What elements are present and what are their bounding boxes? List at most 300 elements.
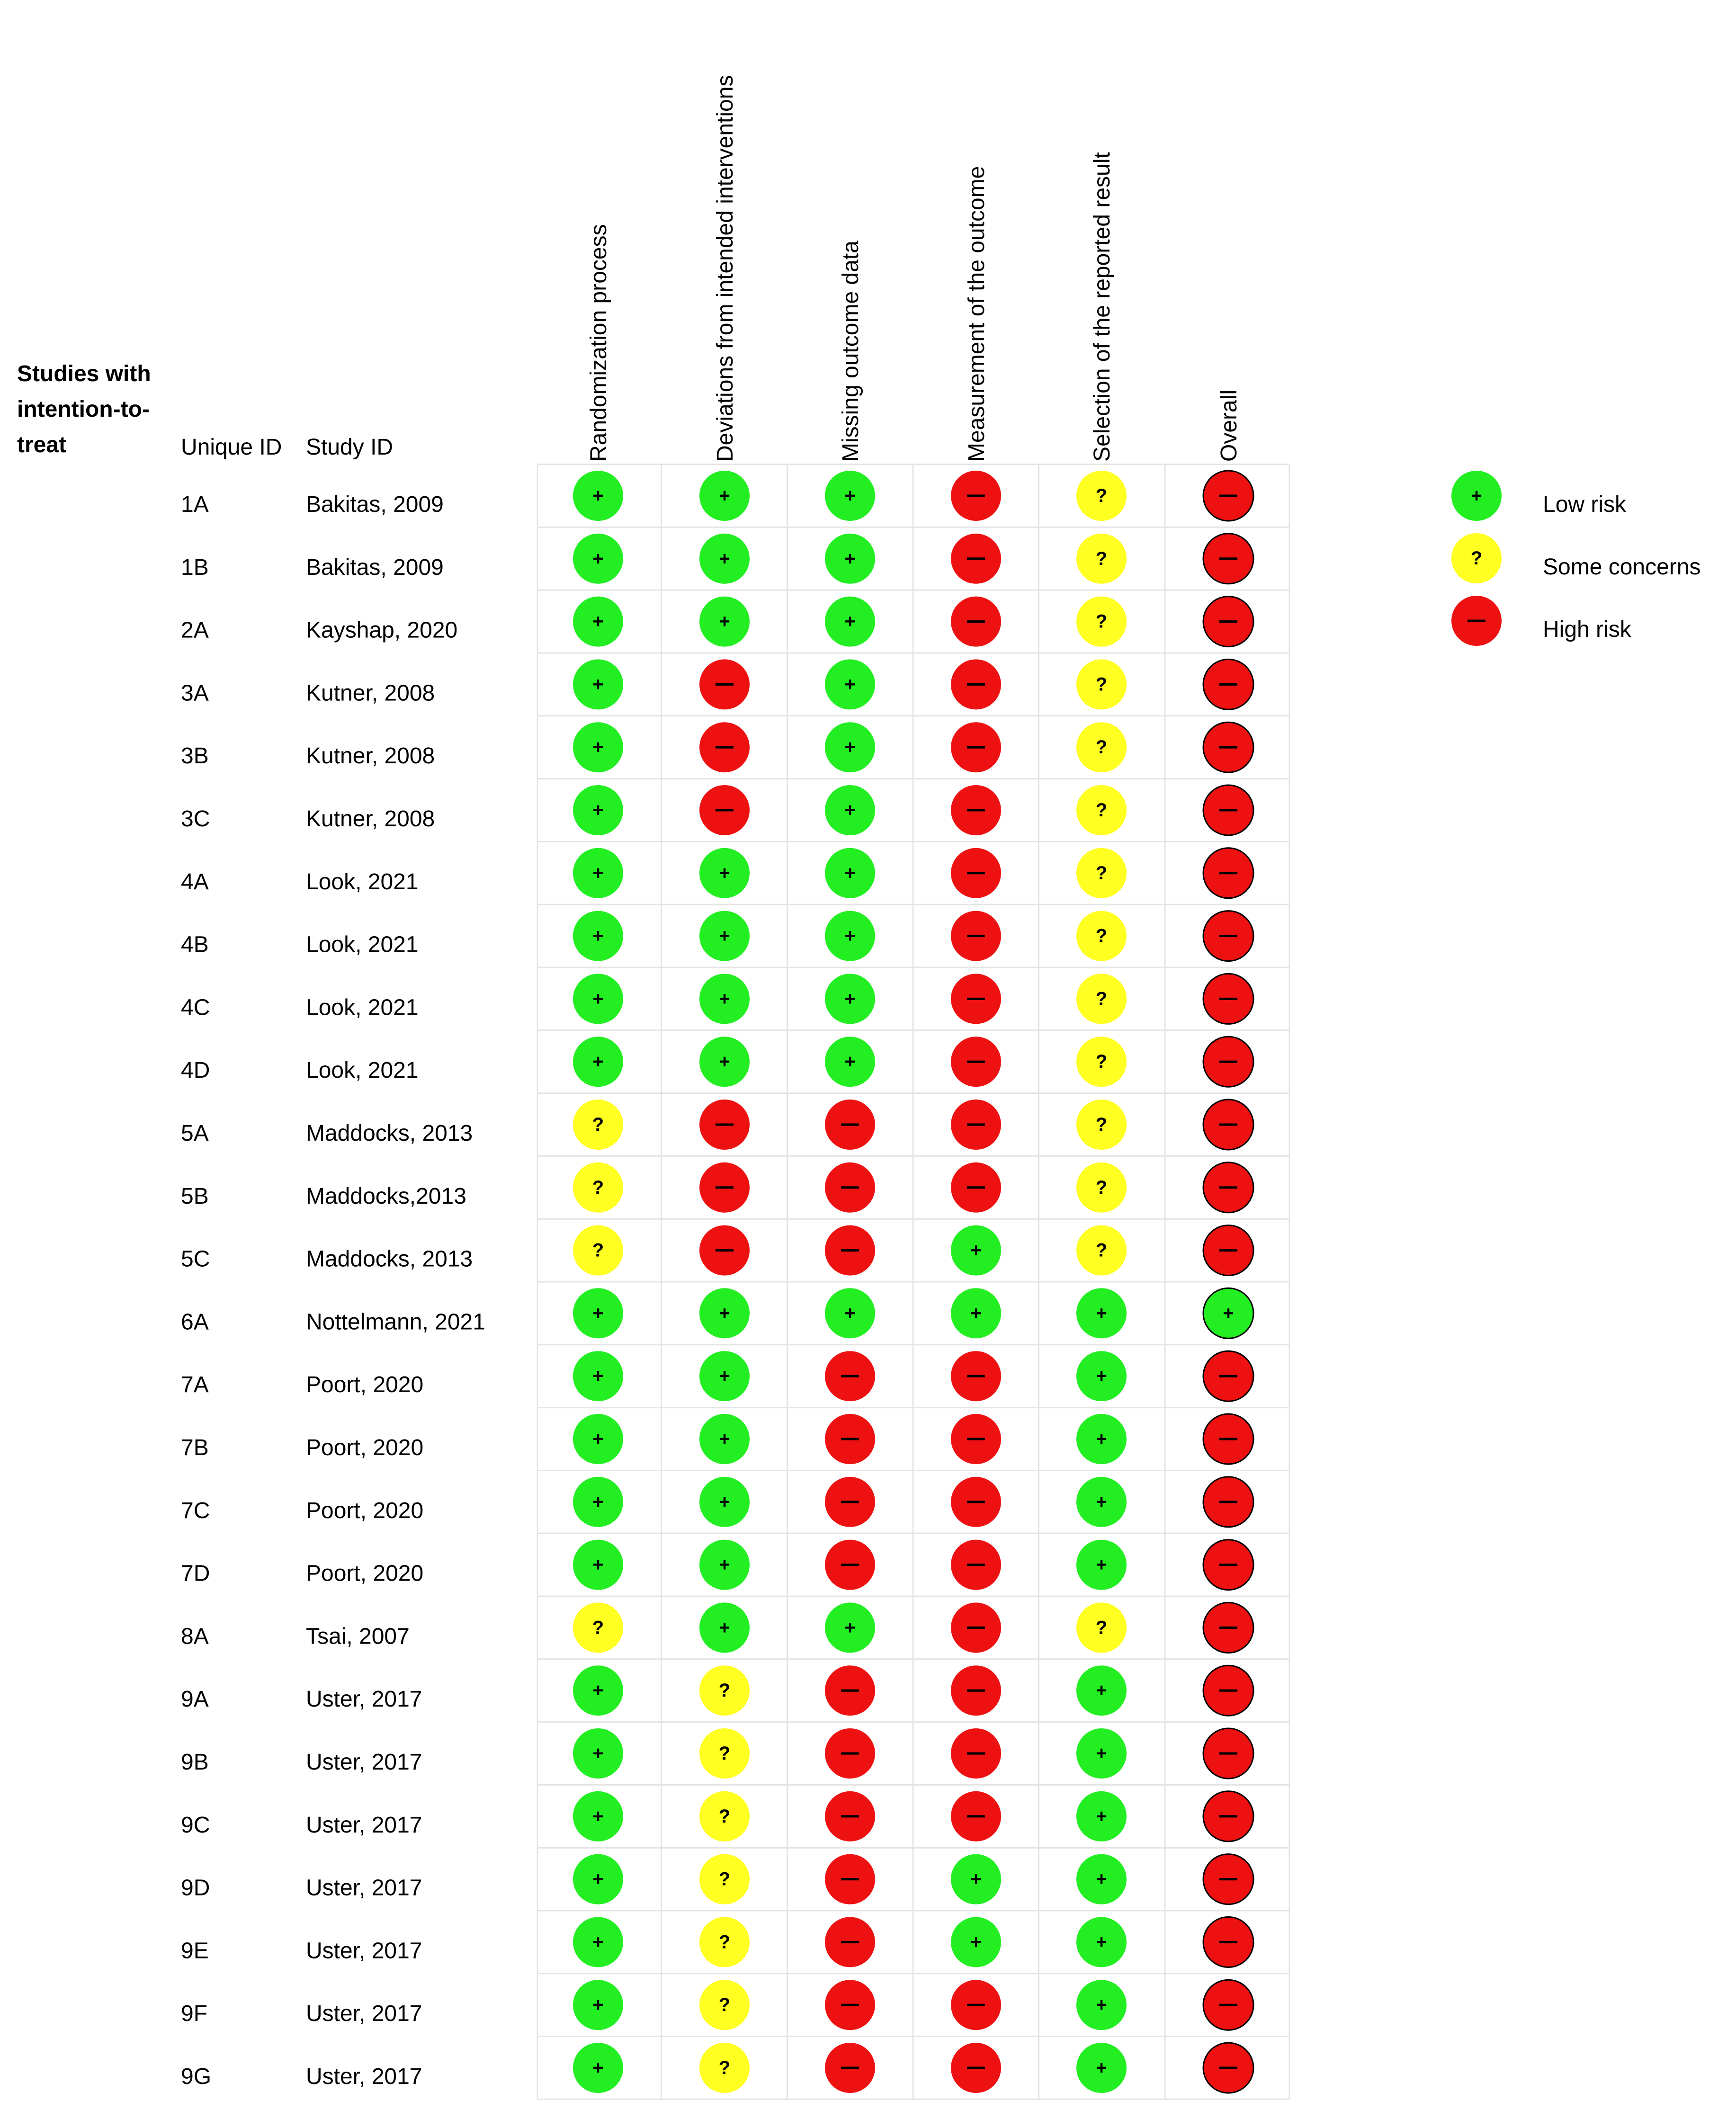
domain-judgement-marker — [1076, 911, 1127, 961]
domain-judgement-marker — [825, 1917, 875, 1967]
domain-judgement-marker — [573, 597, 623, 647]
legend — [1451, 471, 1701, 646]
study-id: Tsai, 2007 — [306, 1624, 410, 1649]
svg-text:+: + — [844, 674, 856, 695]
svg-text:+: + — [1096, 1429, 1107, 1449]
domain-judgement-marker — [573, 1791, 623, 1842]
domain-judgement-marker — [825, 1791, 875, 1842]
svg-text:+: + — [844, 988, 856, 1010]
svg-text:?: ? — [1095, 1177, 1108, 1198]
svg-text:?: ? — [1095, 925, 1108, 947]
domain-judgement-marker — [1076, 974, 1127, 1024]
domain-judgement-marker — [699, 1980, 750, 2030]
domain-judgement-marker — [951, 1162, 1001, 1213]
domain-judgement-marker — [825, 1162, 875, 1213]
domain-judgement-marker — [573, 1037, 623, 1087]
study-id: Poort, 2020 — [306, 1561, 424, 1586]
svg-text:?: ? — [1095, 988, 1108, 1010]
domain-judgement-marker — [1076, 1162, 1127, 1213]
svg-text:+: + — [719, 925, 730, 947]
domain-judgement-marker — [951, 2043, 1001, 2093]
svg-text:+: + — [592, 611, 604, 632]
domain-header-5: Selection of the reported result — [1090, 152, 1115, 462]
overall-judgement-marker — [1203, 659, 1253, 709]
domain-judgement-marker — [1076, 1917, 1127, 1967]
section-label-line-1: Studies with — [17, 361, 151, 386]
domain-judgement-marker — [1076, 1854, 1127, 1904]
domain-judgement-marker — [825, 597, 875, 647]
unique-id: 9A — [181, 1687, 209, 1712]
study-id: Bakitas, 2009 — [306, 554, 444, 580]
svg-text:?: ? — [1095, 1051, 1108, 1073]
domain-judgement-marker — [699, 1225, 750, 1276]
domain-judgement-marker — [573, 1602, 623, 1653]
overall-judgement-marker — [1203, 1854, 1253, 1904]
study-row — [181, 1351, 1253, 1401]
study-row — [181, 1225, 1253, 1276]
domain-judgement-marker — [825, 1225, 875, 1276]
overall-judgement-marker — [1203, 1540, 1253, 1590]
overall-judgement-marker — [1203, 1351, 1253, 1401]
domain-judgement-marker — [825, 1728, 875, 1779]
svg-text:+: + — [844, 1051, 856, 1073]
overall-judgement-marker — [1203, 1917, 1253, 1967]
study-id: Poort, 2020 — [306, 1372, 424, 1398]
svg-text:+: + — [592, 485, 604, 506]
section-label-line-2: intention-to- — [17, 397, 150, 422]
domain-judgement-marker — [1076, 785, 1127, 835]
svg-text:+: + — [592, 925, 604, 947]
domain-judgement-marker — [825, 1854, 875, 1904]
svg-text:+: + — [592, 1554, 604, 1575]
unique-id: 5C — [181, 1246, 210, 1272]
domain-judgement-marker — [1076, 1728, 1127, 1779]
svg-text:+: + — [970, 1303, 982, 1324]
study-row — [181, 1980, 1253, 2030]
domain-judgement-marker — [699, 1477, 750, 1527]
study-id: Uster, 2017 — [306, 1938, 422, 1964]
unique-id: 3B — [181, 743, 209, 769]
domain-judgement-marker — [573, 1540, 623, 1590]
svg-text:?: ? — [592, 1114, 604, 1135]
svg-text:?: ? — [718, 1743, 731, 1764]
domain-judgement-marker — [825, 1665, 875, 1716]
svg-text:+: + — [592, 800, 604, 821]
domain-judgement-marker — [1076, 848, 1127, 898]
domain-judgement-marker — [825, 911, 875, 961]
study-id: Kutner, 2008 — [306, 680, 435, 706]
unique-id: 8A — [181, 1624, 209, 1649]
domain-judgement-marker — [699, 1351, 750, 1401]
overall-judgement-marker — [1203, 722, 1253, 772]
svg-text:+: + — [1096, 1994, 1107, 2016]
domain-judgement-marker — [699, 1665, 750, 1716]
domain-judgement-marker — [1076, 659, 1127, 709]
svg-text:+: + — [719, 485, 730, 506]
domain-judgement-marker — [573, 1100, 623, 1150]
domain-judgement-marker — [699, 974, 750, 1024]
domain-header-2: Deviations from intended interventions — [713, 75, 738, 462]
legend-item — [1451, 471, 1627, 521]
domain-judgement-marker — [699, 1037, 750, 1087]
domain-judgement-marker — [951, 597, 1001, 647]
domain-judgement-marker — [951, 1728, 1001, 1779]
svg-text:?: ? — [1470, 548, 1483, 569]
study-id: Look, 2021 — [306, 869, 419, 894]
domain-judgement-marker — [1076, 1540, 1127, 1590]
domain-judgement-marker — [951, 1037, 1001, 1087]
svg-text:+: + — [592, 1429, 604, 1449]
svg-text:+: + — [592, 862, 604, 884]
unique-id: 7D — [181, 1561, 210, 1586]
domain-judgement-marker — [1076, 1351, 1127, 1401]
unique-id: 4A — [181, 869, 209, 894]
study-row — [181, 974, 1253, 1024]
study-id: Nottelmann, 2021 — [306, 1309, 485, 1335]
study-row — [181, 1602, 1253, 1653]
domain-judgement-marker — [573, 2043, 623, 2093]
svg-text:+: + — [592, 1491, 604, 1512]
study-row — [181, 534, 1253, 584]
svg-text:+: + — [1471, 485, 1482, 506]
section-label-line-3: treat — [17, 432, 67, 457]
svg-text:+: + — [719, 1554, 730, 1575]
study-id: Maddocks, 2013 — [306, 1121, 473, 1146]
domain-judgement-marker — [1076, 597, 1127, 647]
svg-text:+: + — [1096, 1931, 1107, 1953]
domain-judgement-marker — [825, 1602, 875, 1653]
domain-judgement-marker — [699, 597, 750, 647]
domain-judgement-marker — [573, 1351, 623, 1401]
domain-judgement-marker — [699, 911, 750, 961]
domain-judgement-marker — [573, 1665, 623, 1716]
svg-text:+: + — [592, 988, 604, 1010]
domain-judgement-marker — [825, 1477, 875, 1527]
domain-judgement-marker — [699, 848, 750, 898]
legend-label: High risk — [1543, 617, 1631, 642]
domain-judgement-marker — [699, 1791, 750, 1842]
svg-text:+: + — [1096, 1743, 1107, 1764]
domain-judgement-marker — [825, 1540, 875, 1590]
svg-text:+: + — [592, 1806, 604, 1827]
svg-text:+: + — [719, 1617, 730, 1638]
svg-text:+: + — [719, 548, 730, 569]
overall-judgement-marker — [1203, 1980, 1253, 2030]
study-id: Poort, 2020 — [306, 1498, 424, 1523]
domain-judgement-marker — [1076, 471, 1127, 521]
study-row — [181, 1477, 1253, 1527]
overall-judgement-marker — [1203, 1100, 1253, 1150]
domain-header-1: Randomization process — [586, 224, 611, 462]
domain-judgement-marker — [825, 1100, 875, 1150]
domain-judgement-marker — [825, 534, 875, 584]
svg-text:+: + — [592, 1743, 604, 1764]
svg-text:?: ? — [718, 1869, 731, 1890]
study-row — [181, 659, 1253, 709]
svg-text:?: ? — [1095, 1240, 1108, 1261]
svg-text:+: + — [719, 1303, 730, 1324]
domain-judgement-marker — [1076, 1414, 1127, 1464]
domain-judgement-marker — [951, 1854, 1001, 1904]
svg-text:+: + — [844, 548, 856, 569]
domain-judgement-marker — [825, 722, 875, 772]
domain-judgement-marker — [573, 722, 623, 772]
unique-id: 4D — [181, 1058, 210, 1083]
domain-judgement-marker — [825, 1980, 875, 2030]
svg-text:?: ? — [1095, 737, 1108, 758]
domain-judgement-marker — [1076, 1602, 1127, 1653]
svg-text:+: + — [844, 862, 856, 884]
svg-text:+: + — [1096, 1869, 1107, 1890]
grid-lines — [537, 465, 1289, 2100]
study-row — [181, 1037, 1253, 1087]
study-row — [181, 848, 1253, 898]
domain-judgement-marker — [573, 974, 623, 1024]
domain-judgement-marker — [825, 1288, 875, 1338]
unique-id: 1A — [181, 492, 209, 517]
domain-judgement-marker — [951, 1351, 1001, 1401]
domain-judgement-marker — [1076, 1665, 1127, 1716]
domain-judgement-marker — [699, 1162, 750, 1213]
study-row — [181, 1100, 1253, 1150]
domain-judgement-marker — [699, 1288, 750, 1338]
study-id: Uster, 2017 — [306, 1750, 422, 1775]
domain-judgement-marker — [699, 1100, 750, 1150]
svg-text:?: ? — [1095, 485, 1108, 506]
domain-judgement-marker — [699, 1602, 750, 1653]
unique-id: 9D — [181, 1875, 210, 1901]
svg-text:+: + — [719, 1366, 730, 1387]
unique-id: 9C — [181, 1812, 210, 1838]
svg-text:?: ? — [1095, 1617, 1108, 1638]
unique-id: 3C — [181, 806, 210, 832]
svg-text:+: + — [592, 1366, 604, 1387]
svg-text:?: ? — [1095, 611, 1108, 632]
svg-text:+: + — [719, 988, 730, 1010]
svg-text:+: + — [719, 1429, 730, 1449]
domain-judgement-marker — [951, 785, 1001, 835]
study-id: Uster, 2017 — [306, 2001, 422, 2027]
domain-judgement-marker — [1076, 1477, 1127, 1527]
domain-judgement-marker — [951, 1791, 1001, 1842]
svg-text:+: + — [1223, 1303, 1234, 1324]
domain-judgement-marker — [951, 1288, 1001, 1338]
overall-judgement-marker — [1203, 534, 1253, 584]
domain-judgement-marker — [951, 974, 1001, 1024]
unique-id: 7A — [181, 1372, 209, 1398]
svg-text:+: + — [844, 800, 856, 821]
overall-judgement-marker — [1203, 1162, 1253, 1213]
svg-text:+: + — [844, 1617, 856, 1638]
domain-judgement-marker — [699, 659, 750, 709]
domain-judgement-marker — [573, 534, 623, 584]
domain-judgement-marker — [825, 1414, 875, 1464]
legend-marker — [1451, 471, 1502, 521]
domain-judgement-marker — [825, 785, 875, 835]
overall-judgement-marker — [1203, 2043, 1253, 2093]
svg-text:+: + — [1096, 2057, 1107, 2078]
svg-text:+: + — [592, 548, 604, 569]
overall-judgement-marker — [1203, 1791, 1253, 1842]
unique-id: 1B — [181, 554, 209, 580]
domain-judgement-marker — [573, 1980, 623, 2030]
study-row — [181, 785, 1253, 835]
study-id: Uster, 2017 — [306, 1687, 422, 1712]
svg-text:+: + — [970, 1240, 982, 1261]
overall-judgement-marker — [1203, 1225, 1253, 1276]
domain-judgement-marker — [825, 974, 875, 1024]
legend-item — [1451, 533, 1701, 583]
svg-text:+: + — [1096, 1491, 1107, 1512]
domain-judgement-marker — [825, 848, 875, 898]
svg-text:+: + — [1096, 1366, 1107, 1387]
domain-judgement-marker — [951, 1225, 1001, 1276]
domain-judgement-marker — [825, 2043, 875, 2093]
legend-marker — [1451, 533, 1502, 583]
domain-judgement-marker — [573, 659, 623, 709]
domain-judgement-marker — [573, 1477, 623, 1527]
study-id: Bakitas, 2009 — [306, 492, 444, 517]
svg-text:+: + — [719, 611, 730, 632]
unique-id: 3A — [181, 680, 209, 706]
domain-judgement-marker — [951, 471, 1001, 521]
domain-judgement-marker — [1076, 534, 1127, 584]
study-id: Uster, 2017 — [306, 1875, 422, 1901]
study-id-header: Study ID — [306, 435, 394, 460]
overall-judgement-marker — [1203, 1602, 1253, 1653]
svg-text:+: + — [1096, 1680, 1107, 1701]
svg-text:?: ? — [592, 1177, 604, 1198]
domain-judgement-marker — [825, 471, 875, 521]
legend-label: Some concerns — [1543, 554, 1701, 580]
svg-text:?: ? — [718, 1806, 731, 1827]
unique-id: 4B — [181, 932, 209, 957]
domain-judgement-marker — [573, 1854, 623, 1904]
overall-judgement-marker — [1203, 597, 1253, 647]
svg-text:?: ? — [1095, 548, 1108, 569]
domain-judgement-marker — [951, 1917, 1001, 1967]
domain-judgement-marker — [825, 659, 875, 709]
study-row — [181, 1288, 1253, 1338]
domain-judgement-marker — [573, 911, 623, 961]
domain-judgement-marker — [699, 471, 750, 521]
domain-judgement-marker — [573, 1414, 623, 1464]
study-row — [181, 1728, 1253, 1779]
domain-judgement-marker — [699, 534, 750, 584]
study-id: Poort, 2020 — [306, 1435, 424, 1460]
overall-judgement-marker — [1203, 848, 1253, 898]
unique-id: 7B — [181, 1435, 209, 1460]
svg-text:+: + — [592, 1931, 604, 1953]
study-row — [181, 2043, 1253, 2093]
svg-text:+: + — [719, 1051, 730, 1073]
svg-text:+: + — [844, 737, 856, 758]
study-row — [181, 1854, 1253, 1904]
legend-item — [1451, 596, 1632, 646]
domain-judgement-marker — [825, 1037, 875, 1087]
svg-text:+: + — [719, 1491, 730, 1512]
svg-text:?: ? — [718, 1994, 731, 2016]
svg-text:?: ? — [1095, 674, 1108, 695]
study-row — [181, 1665, 1253, 1716]
domain-judgement-marker — [573, 1917, 623, 1967]
svg-text:?: ? — [592, 1617, 604, 1638]
svg-text:+: + — [970, 1931, 982, 1953]
domain-judgement-marker — [1076, 2043, 1127, 2093]
domain-judgement-marker — [699, 1414, 750, 1464]
svg-text:?: ? — [1095, 862, 1108, 884]
unique-id: 7C — [181, 1498, 210, 1523]
svg-text:+: + — [592, 1051, 604, 1073]
unique-id: 4C — [181, 995, 210, 1020]
svg-text:+: + — [970, 1869, 982, 1890]
domain-judgement-marker — [1076, 1288, 1127, 1338]
unique-id: 9E — [181, 1938, 209, 1964]
domain-judgement-marker — [951, 534, 1001, 584]
domain-judgement-marker — [699, 1917, 750, 1967]
svg-text:+: + — [844, 1303, 856, 1324]
domain-judgement-marker — [1076, 1791, 1127, 1842]
study-id: Maddocks, 2013 — [306, 1246, 473, 1272]
domain-judgement-marker — [573, 1162, 623, 1213]
svg-text:+: + — [592, 674, 604, 695]
svg-text:+: + — [1096, 1554, 1107, 1575]
svg-text:+: + — [844, 925, 856, 947]
unique-id: 5A — [181, 1121, 209, 1146]
domain-judgement-marker — [1076, 722, 1127, 772]
domain-judgement-marker — [951, 1414, 1001, 1464]
overall-judgement-marker — [1203, 1037, 1253, 1087]
svg-text:?: ? — [592, 1240, 604, 1261]
svg-text:+: + — [592, 1303, 604, 1324]
domain-header-3: Missing outcome data — [838, 241, 863, 462]
study-id: Maddocks,2013 — [306, 1183, 466, 1209]
unique-id: 9G — [181, 2064, 212, 2089]
overall-judgement-marker — [1203, 1288, 1253, 1338]
study-id: Uster, 2017 — [306, 1812, 422, 1838]
overall-judgement-marker — [1203, 785, 1253, 835]
svg-text:+: + — [844, 485, 856, 506]
domain-judgement-marker — [699, 2043, 750, 2093]
svg-text:?: ? — [718, 1680, 731, 1701]
unique-id: 2A — [181, 617, 209, 643]
study-id: Kayshap, 2020 — [306, 617, 458, 643]
domain-headers — [586, 75, 1242, 462]
unique-id: 5B — [181, 1183, 209, 1209]
domain-judgement-marker — [951, 1980, 1001, 2030]
domain-judgement-marker — [1076, 1225, 1127, 1276]
domain-judgement-marker — [573, 1225, 623, 1276]
overall-judgement-marker — [1203, 1477, 1253, 1527]
domain-judgement-marker — [951, 911, 1001, 961]
domain-judgement-marker — [1076, 1100, 1127, 1150]
study-id: Kutner, 2008 — [306, 743, 435, 769]
unique-id: 9B — [181, 1750, 209, 1775]
study-row — [181, 597, 1253, 647]
overall-judgement-marker — [1203, 1665, 1253, 1716]
domain-judgement-marker — [699, 785, 750, 835]
study-row — [181, 722, 1253, 772]
overall-judgement-marker — [1203, 1728, 1253, 1779]
svg-text:+: + — [844, 611, 856, 632]
study-row — [181, 471, 1253, 521]
study-row — [181, 1917, 1253, 1967]
overall-judgement-marker — [1203, 471, 1253, 521]
domain-judgement-marker — [951, 1477, 1001, 1527]
study-id: Kutner, 2008 — [306, 806, 435, 832]
legend-label: Low risk — [1543, 492, 1627, 517]
svg-text:?: ? — [718, 2057, 731, 2078]
